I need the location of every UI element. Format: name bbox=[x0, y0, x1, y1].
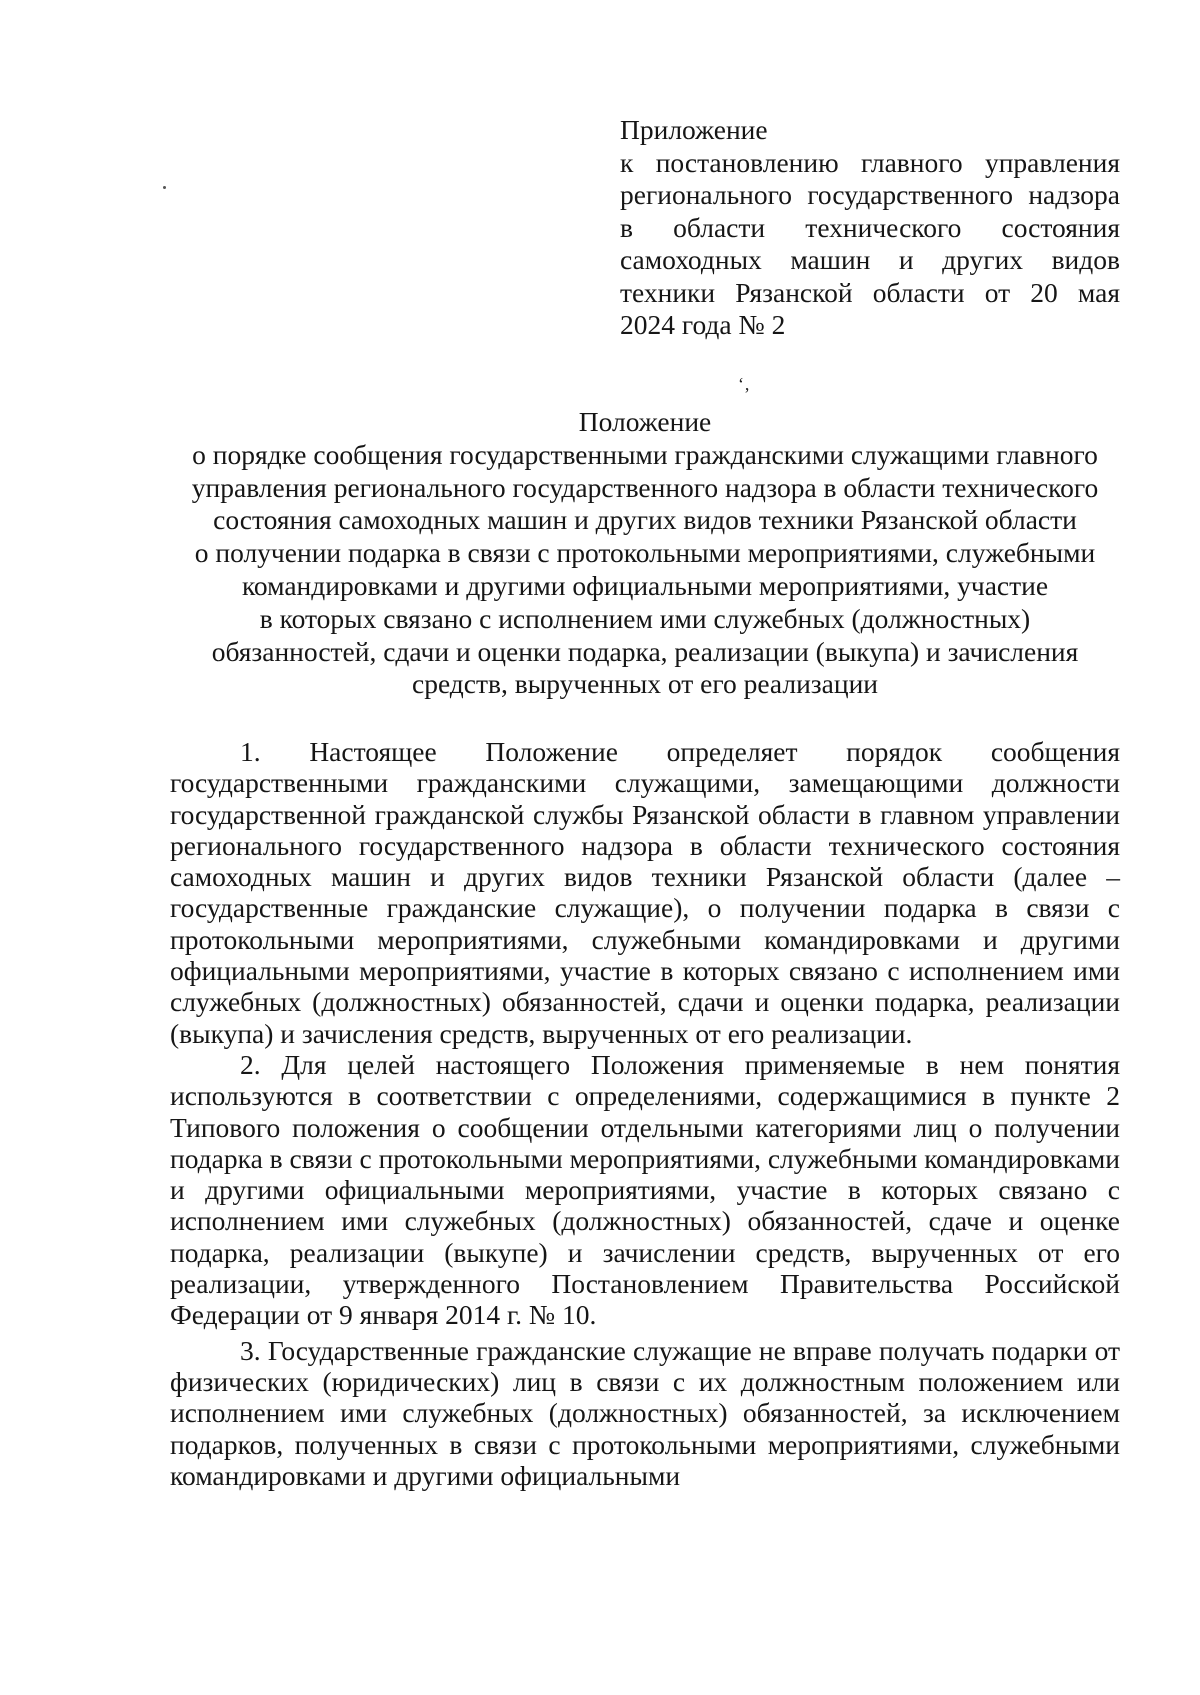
appendix-date-number: 2024 года № 2 bbox=[620, 309, 786, 340]
paragraph-2: 2. Для целей настоящего Положения применяемые в нем понятия используются в соответствии с определениями, содержащимися в пункте 2 Типового положения о сообщении отдельными категориями лиц о получении подарка в связи с протокольными мероприятиями, служебными командировками и другими официальными мероприятиями, участие в которых связано с исполнением ими служебных (должностных) обязанностей, сдаче и оценке подарка, реализации (выкупе) и зачислении средств, вырученных от его реализации, утвержденного Постановлением Правительства Российской Федерации от 9 января 2014 г. № 10. bbox=[170, 1048, 1120, 1331]
appendix-block bbox=[620, 114, 1120, 342]
title-line: командировками и другими официальными мероприятиями, участие bbox=[241, 569, 1049, 601]
title-heading: Положение bbox=[578, 406, 712, 437]
title-line: состояния самоходных машин и других видов техники Рязанской области bbox=[213, 504, 1077, 536]
scan-mark: ‘‚ bbox=[738, 374, 750, 394]
body-text bbox=[170, 736, 1120, 1491]
title-line: о порядке сообщения государственными гражданскими служащими главного bbox=[192, 438, 1098, 470]
paragraph-3: 3. Государственные гражданские служащие не вправе получать подарки от физических (юридических) лиц в связи с их должностным положением или исполнением ими служебных (должностных) обязанностей, за исключением подарков, полученных в связи с протокольными мероприятиями, служебными командировками и другими официальными bbox=[170, 1334, 1120, 1491]
title-line: обязанностей, сдачи и оценки подарка, реализации (выкупа) и зачисления bbox=[211, 635, 1079, 667]
scan-speck bbox=[163, 186, 166, 189]
appendix-text: к постановлению главного управления регионального государственного надзора в области технического состояния самоходных машин и других видов техники Рязанской области от 20 мая bbox=[620, 146, 1120, 308]
title-line: в которых связано с исполнением ими служебных (должностных) bbox=[259, 602, 1031, 634]
paragraph-1: 1. Настоящее Положение определяет порядок сообщения государственными гражданскими служащими, замещающими должности государственной гражданской службы Рязанской области в главном управлении регионального государственного надзора в области технического состояния самоходных машин и других видов техники Рязанской области (далее – государственные гражданские служащие), о получении подарка в связи с протокольными мероприятиями, служебными командировками и другими официальными мероприятиями, участие в которых связано с исполнением ими служебных (должностных) обязанностей, сдачи и оценки подарка, реализации (выкупа) и зачисления средств, вырученных от его реализации. bbox=[170, 736, 1120, 1049]
title-line: средств, вырученных от его реализации bbox=[411, 668, 879, 700]
appendix-label: Приложение bbox=[620, 114, 768, 145]
title-line: о получении подарка в связи с протокольными мероприятиями, служебными bbox=[194, 537, 1096, 569]
title-line: управления регионального государственного надзора в области технического bbox=[191, 471, 1099, 503]
regulation-title bbox=[170, 406, 1120, 701]
